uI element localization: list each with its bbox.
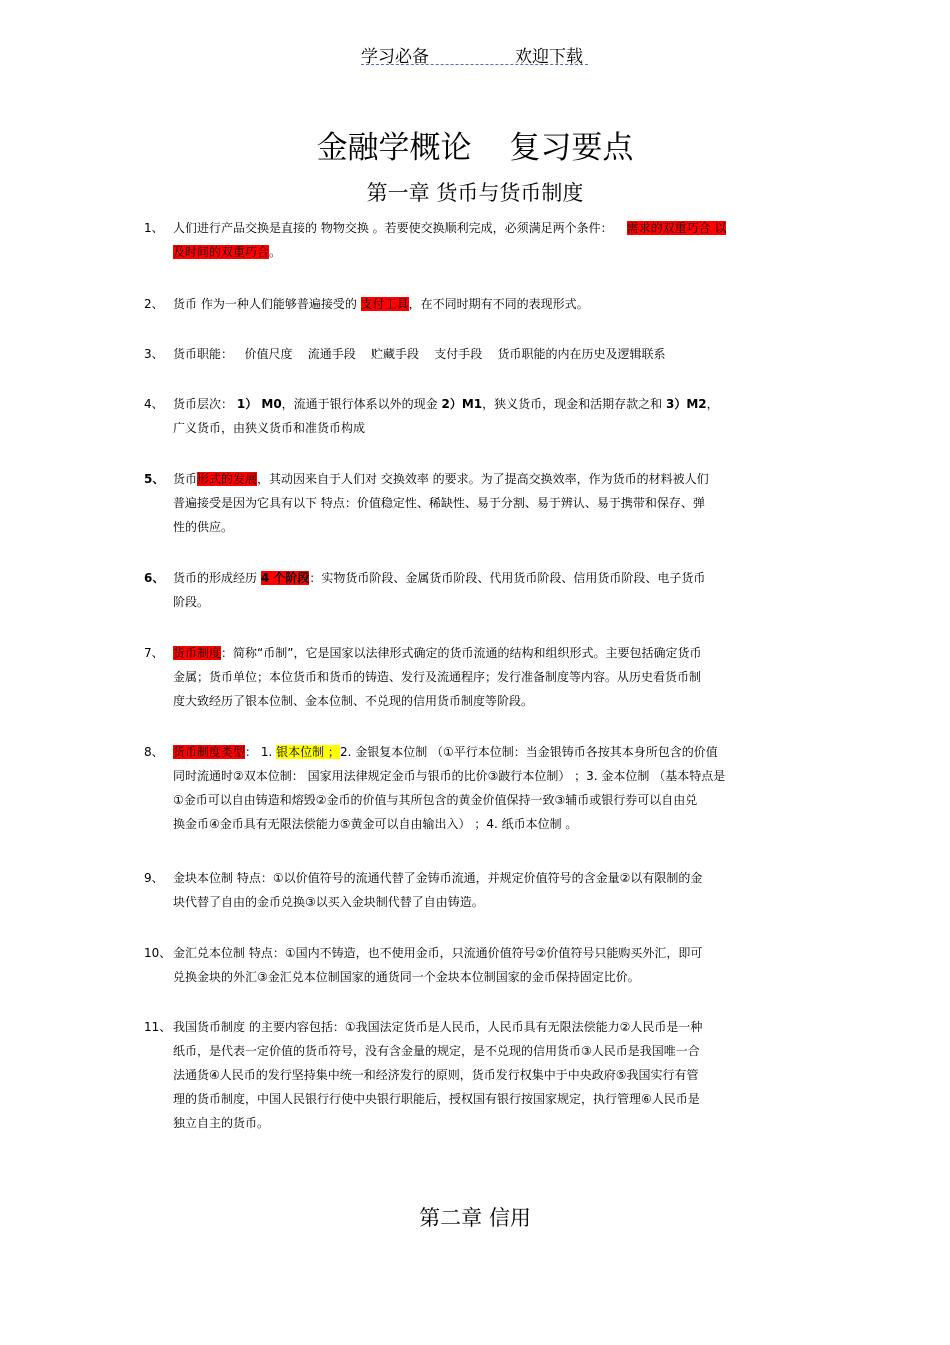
item-text-part: ，狭义货币，现金和活期存款之和	[482, 397, 666, 411]
item-text-part: ，在不同时期有不同的表现形式。	[408, 297, 589, 311]
item-text-part: 法通货④人民币的发行坚持集中统一和经济发行的原则，货币发行权集中于中央政府⑤我国实行有管	[173, 1068, 699, 1082]
highlight-red: 支付工具	[360, 297, 409, 311]
item-text-part: 同时流通时②双本位制： 国家用法律规定金币与银币的比价③跛行本位制） ；3. 金本位制 （基本特点是	[173, 769, 726, 783]
item-number: 9、	[144, 871, 164, 885]
item-number: 5、	[144, 472, 165, 486]
item-text-part: 我国货币制度 的主要内容包括：①我国法定货币是人民币，人民币具有无限法偿能力②人民币是一种	[173, 1020, 703, 1034]
item-number: 1、	[144, 221, 164, 235]
item-text-part: 阶段。	[173, 595, 210, 609]
item-text-part: 普遍接受是因为它具有以下 特点：价值稳定性、稀缺性、易于分割、易于辨认、易于携带和保存、弹	[173, 496, 705, 510]
item-text-part: 货币 作为一种人们能够普遍接受的	[173, 297, 357, 311]
item-text-part: 性的供应。	[173, 520, 234, 534]
item-text-part: 人们进行产品交换是直接的 物物交换 。若要使交换顺利完成，必须满足两个条件：	[173, 221, 613, 235]
highlight-red: 形式的发展	[197, 472, 258, 486]
item-text	[173, 566, 813, 614]
item-text-part: ：实物货币阶段、金属货币阶段、代用货币阶段、信用货币阶段、电子货币	[309, 571, 706, 585]
item-text	[173, 216, 813, 264]
item-text	[173, 292, 813, 316]
item-text-part: 货币的形成经历	[173, 571, 258, 585]
item-text	[173, 740, 813, 836]
highlight-red: 及时间的双重巧合	[173, 245, 270, 259]
item-text-part: ，其动因来自于人们对 交换效率 的要求。为了提高交换效率，作为货币的材料被人们	[257, 472, 709, 486]
item-text-part: ①金币可以自由铸造和熔毁②金币的价值与其所包含的黄金价值保持一致③辅币或银行券可以自由兑	[173, 793, 698, 807]
item-text-part: 兑换金块的外汇③金汇兑本位制国家的通货同一个金块本位制国家的金币保持固定比价。	[173, 970, 640, 984]
item-text-part: 2. 金银复本位制 （①平行本位制：当金银铸币各按其本身所包含的价值	[339, 745, 718, 759]
item-number: 2、	[144, 297, 164, 311]
chapter-2-heading: 第二章 信用	[419, 1206, 531, 1230]
item-text	[173, 641, 813, 713]
item-text-bold: 3）M2	[665, 397, 707, 411]
item-text-bold: 2）M1	[441, 397, 483, 411]
item-text: 货币职能： 价值尺度 流通手段 贮藏手段 支付手段 货币职能的内在历史及逻辑联系	[173, 347, 666, 361]
item-text-part: ，流通于银行体系以外的现金	[281, 397, 442, 411]
item-text-part: 纸币，是代表一定价值的货币符号，没有含金量的规定，是不兑现的信用货币③人民币是我国唯一合	[173, 1044, 700, 1058]
item-number: 4、	[144, 397, 164, 411]
item-number: 11、	[144, 1020, 172, 1034]
item-text	[173, 941, 813, 989]
item-text	[173, 467, 813, 539]
item-text-part: 货币层次：	[173, 397, 234, 411]
item-text-part: 。	[269, 245, 282, 259]
item-text-part: 块代替了自由的金币兑换③以买入金块制代替了自由铸造。	[173, 895, 484, 909]
item-text-part: 独立自主的货币。	[173, 1116, 270, 1130]
highlight-red: 需求的双重巧合 以	[626, 221, 727, 235]
highlight-red: 货币制度类型	[173, 745, 246, 759]
item-text-part: 金块本位制 特点：①以价值符号的流通代替了金铸币流通，并规定价值符号的含金量②以有限制的金	[173, 871, 703, 885]
item-text	[173, 392, 813, 440]
item-text-part: 金汇兑本位制 特点：①国内不铸造，也不使用金币，只流通价值符号②价值符号只能购买外汇，即可	[173, 946, 703, 960]
item-number: 7、	[144, 646, 164, 660]
chapter-1-heading: 第一章 货币与货币制度	[366, 181, 584, 205]
item-text-part: ，	[706, 397, 719, 411]
item-number: 6、	[144, 571, 165, 585]
item-text-part: 金属；货币单位；本位货币和货币的铸造、发行及流通程序；发行准备制度等内容。从历史看货币制	[173, 670, 702, 684]
item-text-part: ： 1.	[245, 745, 273, 759]
page-header	[361, 40, 588, 65]
item-text-part: 换金币④金币具有无限法偿能力⑤黄金可以自由输出入） ；4. 纸币本位制 。	[173, 817, 578, 831]
item-number: 10、	[144, 946, 172, 960]
item-text-part: 度大致经历了银本位制、金本位制、不兑现的信用货币制度等阶段。	[173, 694, 534, 708]
item-text-part: 理的货币制度，中国人民银行行使中央银行职能后，授权国有银行按国家规定，执行管理⑥人民币是	[173, 1092, 700, 1106]
header-left-text: 学习必备	[361, 47, 429, 67]
item-number: 8、	[144, 745, 164, 759]
item-text-part: ：简称“币制”，它是国家以法律形式确定的货币流通的结构和组织形式。主要包括确定货币	[221, 646, 702, 660]
highlight-red: 货币制度	[173, 646, 222, 660]
item-text-bold: 1） M0	[236, 397, 282, 411]
highlight-red: 4 个阶段	[260, 571, 310, 585]
header-right-text: 欢迎下载	[515, 47, 583, 67]
item-text	[173, 1015, 813, 1135]
item-text-part: 广义货币，由狭义货币和准货币构成	[173, 421, 366, 435]
document-title: 金融学概论 复习要点	[316, 130, 634, 166]
item-number: 3、	[144, 347, 164, 361]
highlight-yellow: 银本位制 ；	[276, 745, 340, 759]
item-text	[173, 866, 813, 914]
item-text-part: 货币	[173, 472, 198, 486]
